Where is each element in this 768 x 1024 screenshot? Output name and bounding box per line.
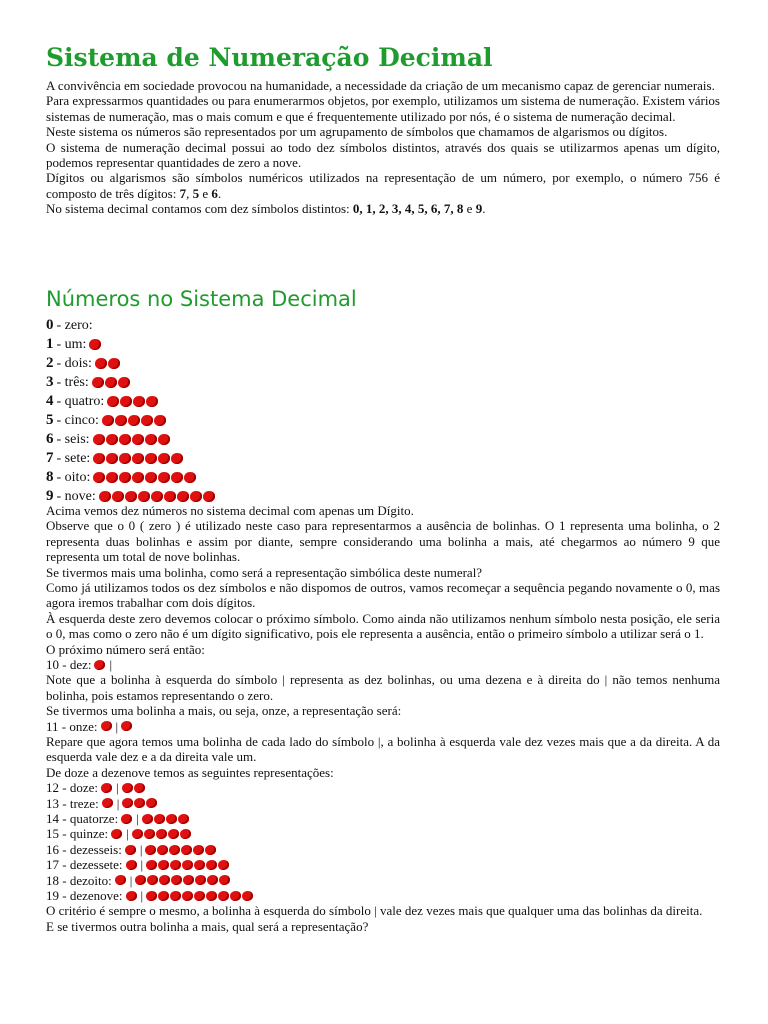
number-label: - nove:: [56, 489, 96, 504]
red-ball-icon: [120, 396, 132, 407]
number-label: - oito:: [56, 470, 91, 485]
red-ball-icon: [118, 377, 130, 388]
red-ball-icon: [119, 434, 131, 445]
ball-group: [92, 377, 131, 388]
section-heading: Números no Sistema Decimal: [46, 287, 357, 311]
number-label: - seis:: [56, 432, 90, 447]
red-ball-icon: [194, 891, 205, 901]
symbols-paragraph: [46, 201, 720, 216]
ball-group: [107, 396, 159, 407]
red-ball-icon: [190, 491, 202, 502]
red-ball-icon: [164, 491, 176, 502]
intro-paragraph: O sistema de numeração decimal possui ao todo dez símbolos distintos, através dos quais se utilizarmos apenas um dígito, podemos representar quantidades de zero a nove.: [46, 139, 720, 171]
red-ball-icon: [147, 875, 158, 885]
digit: 9: [475, 201, 483, 217]
red-ball-icon: [102, 798, 113, 808]
red-ball-icon: [145, 472, 157, 483]
red-ball-icon: [159, 875, 170, 885]
separator: .: [217, 185, 222, 201]
red-ball-icon: [112, 491, 124, 502]
number-row: [46, 335, 720, 354]
red-ball-icon: [195, 875, 206, 885]
red-ball-icon: [134, 783, 145, 793]
ball-group: [111, 829, 123, 839]
number-label: - sete:: [56, 451, 91, 466]
red-ball-icon: [101, 721, 112, 731]
divider-symbol: |: [129, 872, 133, 888]
red-ball-icon: [206, 860, 217, 870]
red-ball-icon: [111, 829, 122, 839]
red-ball-icon: [205, 845, 216, 855]
number-digit: 2: [46, 355, 54, 371]
number-digit: 1: [46, 336, 54, 352]
intro-paragraph: Para expressarmos quantidades ou para enumerarmos objetos, por exemplo, utilizamos um sistema de numeração. Existem vários sistemas de numeração, mas o mais comum e que é frequentemente utilizado por nós, é o sistema de numeração decimal.: [46, 93, 720, 124]
red-ball-icon: [157, 845, 168, 855]
red-ball-icon: [170, 860, 181, 870]
body-paragraph: Se tivermos mais uma bolinha, como será a representação simbólica deste numeral?: [46, 564, 483, 580]
red-ball-icon: [158, 891, 169, 901]
representation-row: [46, 873, 720, 888]
red-ball-icon: [93, 453, 105, 464]
red-ball-icon: [171, 472, 183, 483]
number-digit: 0: [46, 317, 54, 333]
number-digit: 4: [46, 393, 54, 409]
body-paragraph: À esquerda deste zero devemos colocar o próximo símbolo. Como ainda não utilizamos nenhum símbolo nesta posição, ele seria o 0, mas como o zero não é um dígito significativo, pois ele representa a ausência, então o primeiro símbolo a utilizar será o 1.: [46, 610, 720, 642]
number-row: [46, 316, 720, 335]
separator: ,: [186, 185, 193, 201]
red-ball-icon: [230, 891, 241, 901]
red-ball-icon: [93, 434, 105, 445]
red-ball-icon: [102, 415, 114, 426]
red-ball-icon: [126, 860, 137, 870]
red-ball-icon: [145, 434, 157, 445]
digit-list: 0, 1, 2, 3, 4, 5, 6, 7, 8: [352, 201, 464, 217]
red-ball-icon: [99, 491, 111, 502]
red-ball-icon: [146, 860, 157, 870]
divider-symbol: |: [139, 841, 143, 857]
number-row: [46, 373, 720, 392]
representation-label: 13 - treze:: [46, 795, 99, 811]
red-ball-icon: [126, 891, 137, 901]
divider-symbol: |: [136, 811, 139, 827]
red-ball-icon: [171, 875, 182, 885]
body-paragraph: O próximo número será então:: [46, 641, 205, 657]
ball-group: [101, 783, 113, 793]
intro-paragraph: A convivência em sociedade provocou na humanidade, a necessidade da criação de um mecanismo capaz de gerenciar numerais.: [46, 78, 715, 93]
representation-label: 11 - onze:: [46, 718, 98, 734]
representation-label: 19 - dezenove:: [46, 888, 123, 904]
number-digit: 8: [46, 469, 54, 485]
intro-paragraph: Neste sistema os números são representados por um agrupamento de símbolos que chamamos de algarismos ou dígitos.: [46, 124, 668, 140]
ball-group: [142, 814, 190, 824]
ball-group: [101, 721, 113, 731]
body-paragraph: Como já utilizamos todos os dez símbolos e não dispomos de outros, vamos recomeçar a sequência pegando novamente o 0, mas agora iremos trabalhar com dois dígitos.: [46, 580, 720, 611]
representation-label: 12 - doze:: [46, 780, 98, 796]
ball-group: [95, 358, 121, 369]
red-ball-icon: [145, 845, 156, 855]
red-ball-icon: [121, 721, 132, 731]
number-label: - três:: [56, 375, 89, 390]
red-ball-icon: [122, 798, 133, 808]
ball-group: [132, 829, 192, 839]
explanation-section: [46, 503, 720, 934]
number-digit: 5: [46, 412, 54, 428]
ball-group: [145, 845, 217, 855]
red-ball-icon: [178, 814, 189, 824]
red-ball-icon: [141, 415, 153, 426]
digit: 7: [179, 185, 187, 201]
ball-group: [93, 472, 197, 483]
red-ball-icon: [95, 358, 107, 369]
ball-group: [125, 845, 137, 855]
representation-row: [46, 811, 720, 826]
red-ball-icon: [203, 491, 215, 502]
digit: 5: [192, 185, 200, 201]
red-ball-icon: [218, 891, 229, 901]
red-ball-icon: [168, 829, 179, 839]
ball-group: [102, 798, 114, 808]
red-ball-icon: [106, 472, 118, 483]
body-paragraph: O critério é sempre o mesmo, a bolinha à esquerda do símbolo | vale dez vezes mais que qualquer uma das bolinhas da direita.: [46, 903, 703, 919]
number-digit: 3: [46, 374, 54, 390]
red-ball-icon: [144, 829, 155, 839]
ball-group: [121, 721, 133, 731]
number-row: [46, 392, 720, 411]
number-digit: 6: [46, 431, 54, 447]
representation-label: 18 - dezoito:: [46, 872, 112, 888]
red-ball-icon: [180, 829, 191, 839]
red-ball-icon: [119, 453, 131, 464]
representation-label: 16 - dezesseis:: [46, 841, 122, 857]
digit: 6: [211, 185, 218, 201]
red-ball-icon: [94, 660, 105, 670]
red-ball-icon: [166, 814, 177, 824]
red-ball-icon: [132, 829, 143, 839]
representation-label: 15 - quinze:: [46, 826, 109, 842]
body-paragraph: Note que a bolinha à esquerda do símbolo | representa as dez bolinhas, ou uma dezena e à direita do | não temos nenhuma bolinha, pois estamos representando o zero.: [46, 672, 720, 703]
paragraph-text: No sistema decimal contamos com dez símbolos distintos:: [46, 201, 353, 217]
red-ball-icon: [158, 434, 170, 445]
ball-group: [102, 415, 167, 426]
number-label: - dois:: [56, 356, 92, 371]
representation-row: [46, 857, 720, 872]
number-label: - cinco:: [56, 413, 99, 428]
red-ball-icon: [138, 491, 150, 502]
red-ball-icon: [181, 845, 192, 855]
ball-group: [121, 814, 133, 824]
ball-group: [122, 783, 146, 793]
red-ball-icon: [132, 472, 144, 483]
divider-symbol: |: [126, 826, 129, 842]
red-ball-icon: [125, 845, 136, 855]
red-ball-icon: [115, 415, 127, 426]
ball-group: [146, 860, 230, 870]
red-ball-icon: [145, 453, 157, 464]
divider-symbol: |: [109, 657, 113, 673]
divider-symbol: |: [115, 718, 119, 734]
red-ball-icon: [93, 472, 105, 483]
red-ball-icon: [125, 491, 137, 502]
digits-756-paragraph: [46, 170, 720, 201]
body-paragraph: Observe que o 0 ( zero ) é utilizado neste caso para representarmos a ausência de bolinhas. O 1 representa uma bolinha, o 2 representa duas bolinhas e assim por diante, sempre considerando uma bolinha a mais, até chegarmos ao número 9 que representa um total de nove bolinhas.: [46, 518, 720, 565]
red-ball-icon: [89, 339, 101, 350]
number-list: [46, 316, 720, 506]
divider-symbol: |: [140, 857, 144, 873]
representation-row: [46, 842, 720, 857]
red-ball-icon: [177, 491, 189, 502]
red-ball-icon: [170, 891, 181, 901]
representation-label: 17 - dezessete:: [46, 857, 123, 873]
red-ball-icon: [182, 891, 193, 901]
ball-group: [93, 453, 184, 464]
ball-group: [99, 491, 216, 502]
number-label: - um:: [56, 337, 87, 352]
number-row: [46, 449, 720, 468]
intro-section: [46, 78, 720, 217]
separator: e: [199, 185, 212, 201]
red-ball-icon: [105, 377, 117, 388]
ball-group: [94, 660, 106, 670]
red-ball-icon: [184, 472, 196, 483]
ball-group: [115, 875, 127, 885]
page-title: Sistema de Numeração Decimal: [46, 43, 493, 72]
red-ball-icon: [92, 377, 104, 388]
red-ball-icon: [183, 875, 194, 885]
red-ball-icon: [106, 434, 118, 445]
red-ball-icon: [134, 798, 145, 808]
representation-label: 10 - dez:: [46, 657, 92, 673]
red-ball-icon: [242, 891, 253, 901]
ball-group: [126, 891, 138, 901]
red-ball-icon: [206, 891, 217, 901]
red-ball-icon: [119, 472, 131, 483]
representation-row: [46, 826, 720, 841]
red-ball-icon: [158, 472, 170, 483]
red-ball-icon: [115, 875, 126, 885]
red-ball-icon: [122, 783, 133, 793]
divider-symbol: |: [116, 795, 120, 811]
body-paragraph: Acima vemos dez números no sistema decimal com apenas um Dígito.: [46, 503, 414, 518]
red-ball-icon: [142, 814, 153, 824]
ball-group: [146, 891, 254, 901]
number-row: [46, 468, 720, 487]
red-ball-icon: [132, 453, 144, 464]
representation-row: [46, 796, 720, 811]
red-ball-icon: [207, 875, 218, 885]
red-ball-icon: [194, 860, 205, 870]
divider-symbol: |: [140, 888, 144, 904]
body-paragraph: E se tivermos outra bolinha a mais, qual será a representação?: [46, 918, 369, 934]
representation-row: [46, 657, 720, 672]
ball-group: [89, 339, 102, 350]
number-row: [46, 411, 720, 430]
red-ball-icon: [156, 829, 167, 839]
red-ball-icon: [132, 434, 144, 445]
body-paragraph: Se tivermos uma bolinha a mais, ou seja, onze, a representação será:: [46, 703, 402, 719]
number-digit: 9: [46, 488, 54, 504]
representation-row: [46, 780, 720, 795]
number-digit: 7: [46, 450, 54, 466]
red-ball-icon: [146, 396, 158, 407]
ball-group: [122, 798, 158, 808]
red-ball-icon: [146, 891, 157, 901]
red-ball-icon: [108, 358, 120, 369]
red-ball-icon: [146, 798, 157, 808]
red-ball-icon: [182, 860, 193, 870]
representation-row: [46, 719, 720, 734]
number-label: - quatro:: [56, 394, 105, 409]
number-label: - zero:: [56, 318, 93, 333]
ball-group: [126, 860, 138, 870]
red-ball-icon: [193, 845, 204, 855]
divider-symbol: |: [115, 780, 119, 796]
red-ball-icon: [107, 396, 119, 407]
red-ball-icon: [169, 845, 180, 855]
red-ball-icon: [106, 453, 118, 464]
paragraph-text: Dígitos ou algarismos são símbolos numéricos utilizados na representação de um número, por exemplo, o número 756 é composto de três dígitos:: [46, 170, 720, 201]
red-ball-icon: [135, 875, 146, 885]
separator: e: [463, 201, 476, 217]
representation-row: [46, 888, 720, 903]
number-row: [46, 430, 720, 449]
red-ball-icon: [158, 453, 170, 464]
red-ball-icon: [158, 860, 169, 870]
ball-group: [135, 875, 231, 885]
separator: .: [482, 201, 486, 217]
red-ball-icon: [121, 814, 132, 824]
red-ball-icon: [218, 860, 229, 870]
red-ball-icon: [101, 783, 112, 793]
body-paragraph: Repare que agora temos uma bolinha de cada lado do símbolo |, a bolinha à esquerda vale dez vezes mais que a da direita. A da esquerda vale dez e a da direita vale um.: [46, 734, 720, 765]
red-ball-icon: [154, 415, 166, 426]
red-ball-icon: [219, 875, 230, 885]
ball-group: [93, 434, 171, 445]
number-row: [46, 354, 720, 373]
red-ball-icon: [133, 396, 145, 407]
red-ball-icon: [151, 491, 163, 502]
body-paragraph: De doze a dezenove temos as seguintes representações:: [46, 764, 334, 780]
red-ball-icon: [171, 453, 183, 464]
representation-label: 14 - quatorze:: [46, 811, 119, 827]
red-ball-icon: [128, 415, 140, 426]
red-ball-icon: [154, 814, 165, 824]
